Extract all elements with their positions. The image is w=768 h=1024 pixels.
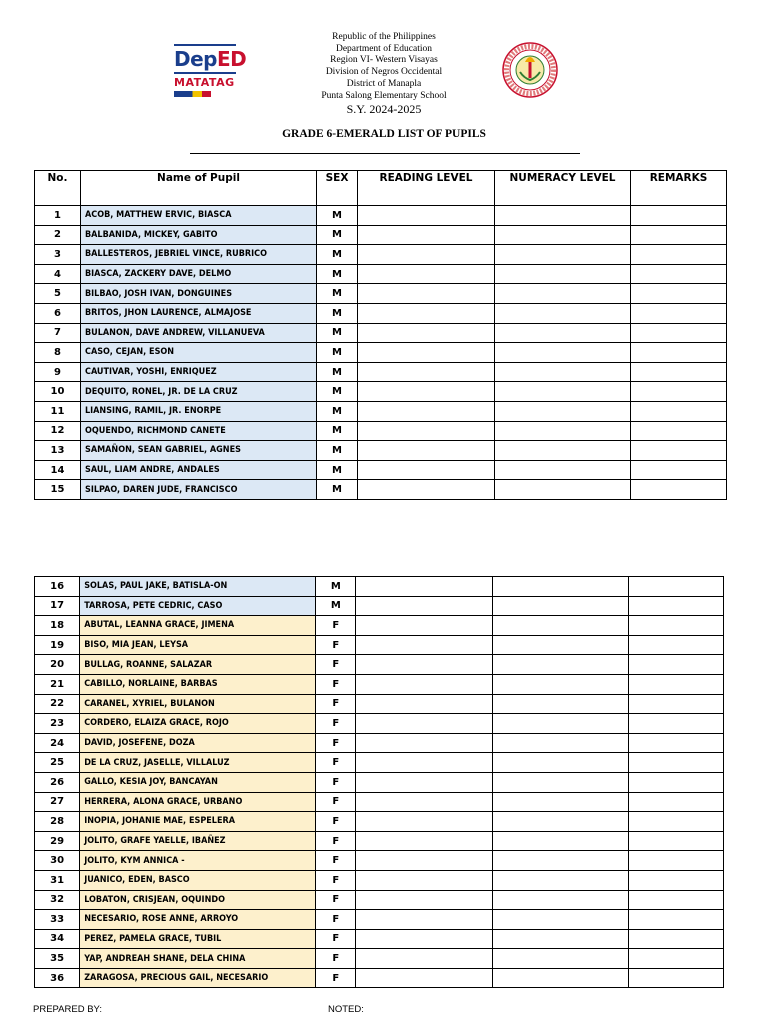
remarks-cell [631,460,727,480]
pupil-number: 1 [35,206,81,226]
pupil-name: HERRERA, ALONA GRACE, URBANO [80,792,316,812]
pupil-name: CAUTIVAR, YOSHI, ENRIQUEZ [81,362,317,382]
remarks-cell [628,792,723,812]
pupil-sex: F [316,968,356,988]
table-row [35,655,724,675]
pupil-sex: F [316,733,356,753]
remarks-cell [628,831,723,851]
pupil-sex: F [316,694,356,714]
col-header-name: Name of Pupil [81,171,317,206]
numeracy-level-cell [492,929,628,949]
reading-level-cell [356,870,493,890]
reading-level-cell [356,772,493,792]
pupil-number: 29 [35,831,80,851]
table-row [35,674,724,694]
pupil-sex: F [316,714,356,734]
remarks-cell [628,968,723,988]
pupil-sex: F [316,929,356,949]
pupil-number: 20 [35,655,80,675]
pupil-name: LOBATON, CRISJEAN, OQUINDO [80,890,316,910]
table-row [35,714,724,734]
table-header-row [35,171,727,206]
numeracy-level-cell [492,596,628,616]
numeracy-level-cell [492,733,628,753]
numeracy-level-cell [492,674,628,694]
pupil-name: CARANEL, XYRIEL, BULANON [80,694,316,714]
pupil-sex: F [316,831,356,851]
school-seal-icon [502,42,558,98]
pupil-number: 13 [35,441,81,461]
numeracy-level-cell [495,264,631,284]
table-row [35,616,724,636]
numeracy-level-cell [492,792,628,812]
table-row [35,949,724,969]
pupil-sex: M [317,264,358,284]
pupil-name: BALLESTEROS, JEBRIEL VINCE, RUBRICO [81,245,317,265]
pupil-number: 30 [35,851,80,871]
numeracy-level-cell [495,284,631,304]
reading-level-cell [356,714,493,734]
reading-level-cell [356,910,493,930]
pupil-name: JOLITO, GRAFE YAELLE, IBAÑEZ [80,831,316,851]
numeracy-level-cell [492,714,628,734]
table-row [35,831,724,851]
col-header-sex: SEX [317,171,358,206]
pupil-name: BILBAO, JOSH IVAN, DONGUINES [81,284,317,304]
pupil-sex: M [317,480,358,500]
remarks-cell [628,929,723,949]
pupil-table-part-1 [34,170,727,500]
pupil-number: 27 [35,792,80,812]
remarks-cell [631,303,727,323]
col-header-numeracy: NUMERACY LEVEL [495,171,631,206]
remarks-cell [628,851,723,871]
reading-level-cell [358,323,495,343]
pupil-name: BALBANIDA, MICKEY, GABITO [81,225,317,245]
numeracy-level-cell [492,577,628,597]
table-row [35,851,724,871]
reading-level-cell [358,284,495,304]
reading-level-cell [358,421,495,441]
pupil-name: CASO, CEJAN, ESON [81,343,317,363]
pupil-number: 12 [35,421,81,441]
pupil-number: 8 [35,343,81,363]
table-row [35,635,724,655]
pupil-name: CABILLO, NORLAINE, BARBAS [80,674,316,694]
pupil-sex: F [316,772,356,792]
pupil-name: SOLAS, PAUL JAKE, BATISLA-ON [80,577,316,597]
remarks-cell [628,949,723,969]
pupil-number: 6 [35,303,81,323]
pupil-sex: M [317,460,358,480]
table-row [35,323,727,343]
table-row [35,343,727,363]
header-line-6: Punta Salong Elementary School [321,90,447,101]
remarks-cell [628,870,723,890]
remarks-cell [631,382,727,402]
numeracy-level-cell [495,441,631,461]
pupil-name: YAP, ANDREAH SHANE, DELA CHINA [80,949,316,969]
pupil-number: 16 [35,577,80,597]
numeracy-level-cell [495,460,631,480]
reading-level-cell [358,206,495,226]
table-row [35,206,727,226]
remarks-cell [631,206,727,226]
matatag-wordmark: MATATAG [174,76,235,89]
reading-level-cell [356,596,493,616]
remarks-cell [628,577,723,597]
remarks-cell [628,812,723,832]
numeracy-level-cell [492,910,628,930]
reading-level-cell [358,225,495,245]
pupil-name: PEREZ, PAMELA GRACE, TUBIL [80,929,316,949]
table-row [35,421,727,441]
remarks-cell [631,343,727,363]
pupil-number: 28 [35,812,80,832]
reading-level-cell [358,343,495,363]
table-row [35,577,724,597]
pupil-number: 9 [35,362,81,382]
pupil-number: 34 [35,929,80,949]
reading-level-cell [356,733,493,753]
pupil-sex: F [316,655,356,675]
numeracy-level-cell [492,851,628,871]
numeracy-level-cell [495,303,631,323]
table-row [35,753,724,773]
pupil-name: INOPIA, JOHANIE MAE, ESPELERA [80,812,316,832]
table-row [35,441,727,461]
numeracy-level-cell [492,812,628,832]
pupil-number: 24 [35,733,80,753]
pupil-sex: F [316,635,356,655]
pupil-name: SAMAÑON, SEAN GABRIEL, AGNES [81,441,317,461]
reading-level-cell [358,264,495,284]
pupil-number: 33 [35,910,80,930]
pupil-sex: F [316,910,356,930]
title-underline [190,153,580,154]
numeracy-level-cell [495,225,631,245]
pupil-number: 21 [35,674,80,694]
remarks-cell [628,733,723,753]
header-line-2: Department of Education [335,43,433,54]
pupil-sex: M [317,343,358,363]
reading-level-cell [358,460,495,480]
pupil-sex: F [316,890,356,910]
reading-level-cell [358,441,495,461]
numeracy-level-cell [492,831,628,851]
remarks-cell [631,401,727,421]
remarks-cell [628,655,723,675]
col-header-no: No. [35,171,81,206]
pupil-sex: M [317,206,358,226]
reading-level-cell [356,577,493,597]
pupil-name: OQUENDO, RICHMOND CANETE [81,421,317,441]
pupil-name: LIANSING, RAMIL, JR. ENORPE [81,401,317,421]
pupil-name: ZARAGOSA, PRECIOUS GAIL, NECESARIO [80,968,316,988]
numeracy-level-cell [492,890,628,910]
pupil-name: SILPAO, DAREN JUDE, FRANCISCO [81,480,317,500]
pupil-name: ABUTAL, LEANNA GRACE, JIMENA [80,616,316,636]
reading-level-cell [356,949,493,969]
remarks-cell [631,362,727,382]
pupil-name: CORDERO, ELAIZA GRACE, ROJO [80,714,316,734]
header-line-3: Region VI- Western Visayas [330,55,438,66]
reading-level-cell [356,674,493,694]
reading-level-cell [356,792,493,812]
pupil-sex: M [316,596,356,616]
pupil-sex: M [317,421,358,441]
pupil-number: 11 [35,401,81,421]
reading-level-cell [358,480,495,500]
numeracy-level-cell [492,949,628,969]
pupil-name: BULANON, DAVE ANDREW, VILLANUEVA [81,323,317,343]
pupil-name: GALLO, KESIA JOY, BANCAYAN [80,772,316,792]
table-row [35,870,724,890]
table-row [35,225,727,245]
numeracy-level-cell [495,401,631,421]
table-row [35,284,727,304]
numeracy-level-cell [495,480,631,500]
reading-level-cell [356,616,493,636]
remarks-cell [631,323,727,343]
pupil-name: BULLAG, ROANNE, SALAZAR [80,655,316,675]
remarks-cell [631,225,727,245]
agency-header-text [284,32,484,116]
table-row [35,694,724,714]
pupil-number: 10 [35,382,81,402]
pupil-name: JOLITO, KYM ANNICA - [80,851,316,871]
pupil-number: 14 [35,460,81,480]
prepared-by-label: PREPARED BY: [33,1004,102,1015]
pupil-number: 36 [35,968,80,988]
pupil-sex: M [317,284,358,304]
pupil-number: 3 [35,245,81,265]
pupil-rows-part-1 [35,206,727,500]
pupil-name: BISO, MIA JEAN, LEYSA [80,635,316,655]
pupil-sex: M [317,401,358,421]
remarks-cell [628,596,723,616]
reading-level-cell [356,890,493,910]
remarks-cell [631,441,727,461]
pupil-sex: M [317,245,358,265]
numeracy-level-cell [492,655,628,675]
remarks-cell [631,284,727,304]
pupil-name: JUANICO, EDEN, BASCO [80,870,316,890]
reading-level-cell [358,303,495,323]
col-header-remarks: REMARKS [631,171,727,206]
pupil-name: SAUL, LIAM ANDRE, ANDALES [81,460,317,480]
remarks-cell [628,772,723,792]
reading-level-cell [358,382,495,402]
pupil-number: 19 [35,635,80,655]
pupil-sex: F [316,792,356,812]
remarks-cell [631,421,727,441]
numeracy-level-cell [492,635,628,655]
pupil-sex: F [316,851,356,871]
reading-level-cell [356,694,493,714]
remarks-cell [628,910,723,930]
table-row [35,812,724,832]
reading-level-cell [356,968,493,988]
pupil-number: 18 [35,616,80,636]
numeracy-level-cell [495,245,631,265]
pupil-name: DEQUITO, RONEL, JR. DE LA CRUZ [81,382,317,402]
numeracy-level-cell [495,343,631,363]
logo-top-bar [174,44,236,46]
header-line-5: District of Manapla [346,78,422,89]
table-row [35,264,727,284]
numeracy-level-cell [495,323,631,343]
reading-level-cell [356,929,493,949]
table-row [35,968,724,988]
numeracy-level-cell [492,753,628,773]
header-line-4: Division of Negros Occidental [325,67,443,78]
numeracy-level-cell [492,870,628,890]
pupil-name: DE LA CRUZ, JASELLE, VILLALUZ [80,753,316,773]
numeracy-level-cell [492,616,628,636]
pupil-sex: M [317,441,358,461]
pupil-sex: F [316,616,356,636]
numeracy-level-cell [492,772,628,792]
remarks-cell [628,674,723,694]
reading-level-cell [356,812,493,832]
pupil-sex: F [316,812,356,832]
pupil-sex: M [317,362,358,382]
pupil-number: 31 [35,870,80,890]
remarks-cell [631,264,727,284]
table-row [35,362,727,382]
numeracy-level-cell [495,362,631,382]
pupil-name: BIASCA, ZACKERY DAVE, DELMO [81,264,317,284]
reading-level-cell [356,635,493,655]
pupil-sex: F [316,949,356,969]
pupil-name: DAVID, JOSEFENE, DOZA [80,733,316,753]
numeracy-level-cell [495,206,631,226]
table-row [35,480,727,500]
reading-level-cell [358,362,495,382]
table-row [35,460,727,480]
pupil-number: 5 [35,284,81,304]
pupil-number: 35 [35,949,80,969]
pupil-name: NECESARIO, ROSE ANNE, ARROYO [80,910,316,930]
table-row [35,401,727,421]
pupil-number: 17 [35,596,80,616]
pupil-name: ACOB, MATTHEW ERVIC, BIASCA [81,206,317,226]
pupil-number: 26 [35,772,80,792]
school-year: S.Y. 2024-2025 [346,102,422,117]
pupil-number: 7 [35,323,81,343]
pupil-number: 4 [35,264,81,284]
pupil-table-part-2 [34,576,724,988]
reading-level-cell [356,655,493,675]
deped-wordmark: DepED [174,47,247,71]
numeracy-level-cell [495,421,631,441]
header-line-1: Republic of the Philippines [332,32,436,42]
table-row [35,772,724,792]
matatag-stripe [174,91,236,97]
noted-label: NOTED: [328,1004,364,1015]
table-row [35,733,724,753]
pupil-sex: M [316,577,356,597]
pupil-name: TARROSA, PETE CEDRIC, CASO [80,596,316,616]
pupil-number: 22 [35,694,80,714]
reading-level-cell [358,401,495,421]
pupil-name: BRITOS, JHON LAURENCE, ALMAJOSE [81,303,317,323]
table-row [35,596,724,616]
reading-level-cell [358,245,495,265]
remarks-cell [628,635,723,655]
pupil-number: 23 [35,714,80,734]
pupil-sex: M [317,323,358,343]
document-title: GRADE 6-EMERALD LIST OF PUPILS [282,128,486,140]
table-row [35,792,724,812]
pupil-number: 2 [35,225,81,245]
pupil-sex: M [317,303,358,323]
reading-level-cell [356,851,493,871]
numeracy-level-cell [492,968,628,988]
pupil-sex: M [317,225,358,245]
remarks-cell [628,753,723,773]
logo-mid-bar [174,72,236,74]
table-row [35,929,724,949]
table-row [35,382,727,402]
pupil-sex: F [316,674,356,694]
remarks-cell [628,890,723,910]
pupil-number: 32 [35,890,80,910]
table-row [35,303,727,323]
remarks-cell [631,480,727,500]
pupil-sex: F [316,753,356,773]
remarks-cell [628,714,723,734]
remarks-cell [628,616,723,636]
col-header-reading: READING LEVEL [358,171,495,206]
pupil-number: 15 [35,480,81,500]
table-row [35,890,724,910]
pupil-sex: F [316,870,356,890]
table-row [35,910,724,930]
numeracy-level-cell [492,694,628,714]
pupil-sex: M [317,382,358,402]
reading-level-cell [356,753,493,773]
reading-level-cell [356,831,493,851]
pupil-number: 25 [35,753,80,773]
remarks-cell [628,694,723,714]
pupil-rows-part-2 [35,577,724,988]
deped-matatag-logo [174,44,247,98]
remarks-cell [631,245,727,265]
numeracy-level-cell [495,382,631,402]
table-row [35,245,727,265]
